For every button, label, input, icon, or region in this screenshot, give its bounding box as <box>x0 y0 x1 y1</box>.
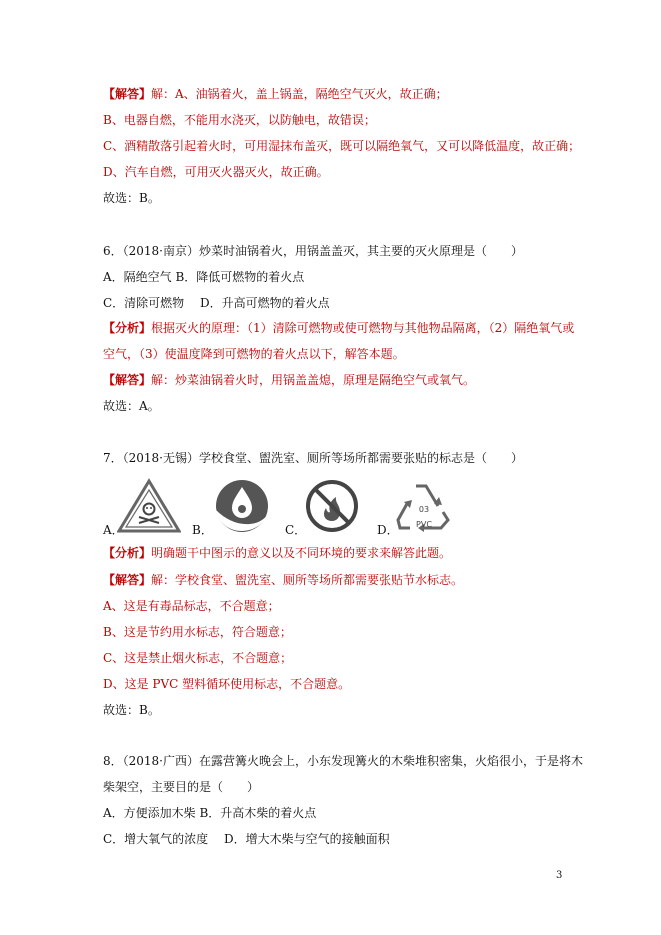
recycle-code: 03 <box>418 505 430 514</box>
recycle-name: PVC <box>416 520 432 529</box>
solution-line-4: D、汽车自燃，可用灭火器灭火，故正确。 <box>103 165 329 179</box>
q6-answer: 故选：A。 <box>103 399 160 413</box>
q6-options-cd: C．清除可燃物 D．升高可燃物的着火点 <box>103 296 330 310</box>
solution-tag: 【解答】 <box>103 373 152 387</box>
q7-line-c: C、这是禁止烟火标志，不合题意； <box>103 651 293 665</box>
no-fire-icon <box>300 478 364 534</box>
solution-line-2: B、电器自燃，不能用水浇灭，以防触电，故错误； <box>103 113 376 127</box>
solution-tag: 【解答】 <box>103 87 152 101</box>
q7-line-a: A、这是有毒品标志，不合题意； <box>103 599 280 613</box>
q7-line-b: B、这是节约用水标志，符合题意； <box>103 625 292 639</box>
toxic-warning-icon <box>117 478 181 534</box>
solution-text: 解：炒菜油锅着火时，用锅盖盖熄，原理是隔绝空气或氧气。 <box>151 373 476 387</box>
q7-answer: 故选：B。 <box>103 703 160 717</box>
q6-options-ab: A．隔绝空气 B．降低可燃物的着火点 <box>103 270 305 284</box>
solution-tag: 【解答】 <box>103 573 152 587</box>
analysis-tag: 【分析】 <box>103 321 152 335</box>
analysis-text: 明确题干中图示的意义以及不同环境的要求来解答此题。 <box>151 546 452 560</box>
solution-text: 解：学校食堂、盥洗室、厕所等场所都需要张贴节水标志。 <box>151 573 464 587</box>
option-a-label: A． <box>103 523 124 537</box>
analysis-tag: 【分析】 <box>103 546 152 560</box>
q6-analysis-1 <box>103 320 574 336</box>
q7-line-d: D、这是 PVC 塑料循环使用标志，不合题意。 <box>103 677 351 691</box>
q8-stem-1: 8．（2018·广西）在露营篝火晚会上，小东发现篝火的木柴堆积密集，火焰很小，于是将木 <box>103 754 583 768</box>
solution-text: 解：A、油锅着火，盖上锅盖，隔绝空气灭火，故正确； <box>151 87 448 101</box>
option-b-label: B． <box>192 523 213 537</box>
q6-solution <box>103 372 475 388</box>
analysis-text: 根据灭火的原理：（1）清除可燃物或使可燃物与其他物品隔离，（2）隔绝氧气或 <box>151 321 575 335</box>
q8-options-ab: A．方便添加木柴 B．升高木柴的着火点 <box>103 806 317 820</box>
q8-stem-2: 柴架空，主要目的是（ ） <box>103 780 260 794</box>
q6-stem: 6．（2018·南京）炒菜时油锅着火，用锅盖盖灭，其主要的灭火原理是（ ） <box>103 244 523 258</box>
option-c-label: C． <box>285 523 307 537</box>
option-d-label: D． <box>377 523 399 537</box>
q7-solution <box>103 572 463 588</box>
q7-analysis <box>103 545 451 561</box>
answer-line: 故选：B。 <box>103 191 160 205</box>
solution-line-1 <box>103 86 448 102</box>
q8-options-cd: C．增大氧气的浓度 D．增大木柴与空气的接触面积 <box>103 832 390 846</box>
page-number: 3 <box>556 870 563 881</box>
water-saving-icon <box>210 478 274 534</box>
solution-line-3: C、酒精散落引起着火时，可用湿抹布盖灭，既可以隔绝氧气，又可以降低温度，故正确； <box>103 139 581 153</box>
q6-analysis-2: 空气，（3）使温度降到可燃物的着火点以下，解答本题。 <box>103 347 405 361</box>
q7-stem: 7．（2018·无锡）学校食堂、盥洗室、厕所等场所都需要张贴的标志是（ ） <box>103 451 523 465</box>
